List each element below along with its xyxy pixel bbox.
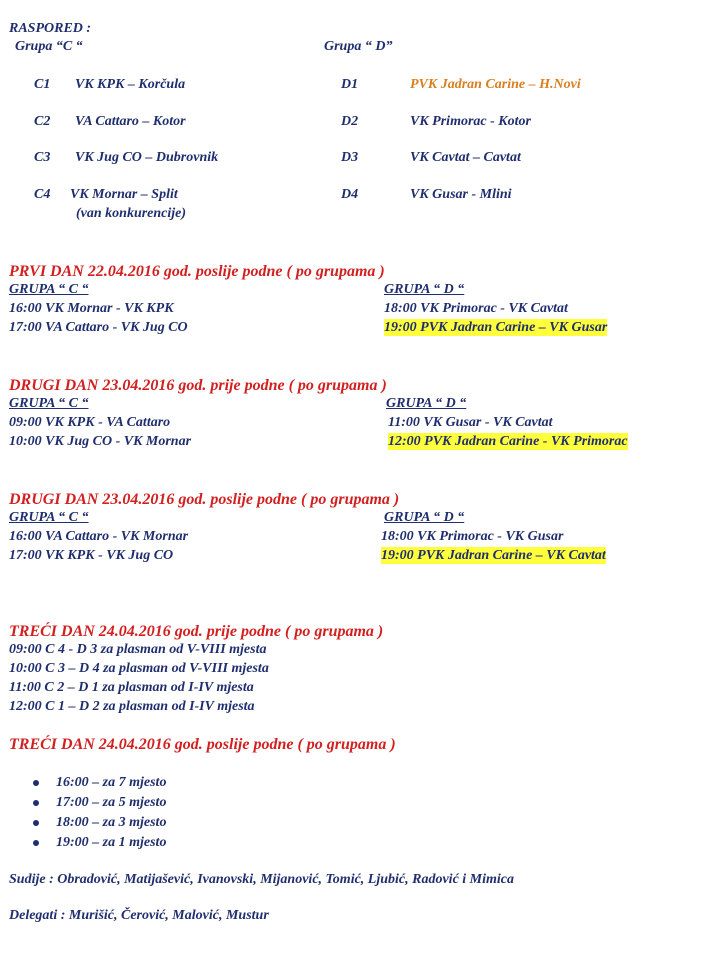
group-d-team: VK Primorac - Kotor [410,114,531,129]
bullet-icon [33,820,39,826]
day2pm-group-d-label: GRUPA “ D “ [384,510,465,525]
group-c-team: VA Cattaro – Kotor [75,114,186,129]
group-d-label: Grupa “ D” [324,39,393,54]
group-c-team: VK Jug CO – Dubrovnik [75,150,219,165]
final-item: 17:00 – za 5 mjesto [56,795,167,810]
placement-match: 12:00 C 1 – D 2 za plasman od I-IV mjesta [9,699,255,714]
match: 18:00 VK Primorac - VK Cavtat [384,301,568,316]
group-c-code: C4 [34,187,51,202]
delegates-line: Delegati : Murišić, Čerović, Malović, Mustur [9,908,269,923]
match-highlighted: 12:00 PVK Jadran Carine - VK Primorac [388,434,628,449]
placement-match: 10:00 C 3 – D 4 za plasman od V-VIII mjesta [9,661,269,676]
final-item: 18:00 – za 3 mjesto [56,815,167,830]
match: 17:00 VA Cattaro - VK Jug CO [9,320,188,335]
group-c-label: Grupa “C “ [15,39,83,54]
placement-match: 11:00 C 2 – D 1 za plasman od I-IV mjesta [9,680,254,695]
day2pm-group-c-label: GRUPA “ C “ [9,510,89,525]
final-item: 19:00 – za 1 mjesto [56,835,167,850]
day1-group-c-label: GRUPA “ C “ [9,282,89,297]
group-d-team-host: PVK Jadran Carine – H.Novi [410,77,581,92]
group-d-code: D2 [341,114,359,129]
group-d-code: D4 [341,187,359,202]
group-d-team: VK Cavtat – Cavtat [410,150,521,165]
final-item: 16:00 – za 7 mjesto [56,775,167,790]
placement-match: 09:00 C 4 - D 3 za plasman od V-VIII mjesta [9,642,267,657]
bullet-icon [33,800,39,806]
day2am-heading: DRUGI DAN 23.04.2016 god. prije podne ( po grupama ) [9,377,387,394]
group-d-team: VK Gusar - Mlini [410,187,512,202]
group-d-code: D3 [341,150,359,165]
day3am-heading: TREĆI DAN 24.04.2016 god. prije podne ( po grupama ) [9,623,384,640]
day1-heading: PRVI DAN 22.04.2016 god. poslije podne ( po grupama ) [9,263,385,280]
group-c-team: VK KPK – Korčula [75,77,186,92]
match: 16:00 VK Mornar - VK KPK [9,301,174,316]
day2am-group-c-label: GRUPA “ C “ [9,396,89,411]
bullet-icon [33,780,39,786]
group-c-team: VK Mornar – Split [70,187,178,202]
page-title: RASPORED : [9,21,92,36]
match: 17:00 VK KPK - VK Jug CO [9,548,174,563]
match-highlighted: 19:00 PVK Jadran Carine – VK Cavtat [381,548,606,563]
bullet-icon [33,840,39,846]
day2pm-heading: DRUGI DAN 23.04.2016 god. poslije podne ( po grupama ) [9,491,400,508]
match: 18:00 VK Primorac - VK Gusar [381,529,564,544]
day3pm-heading: TREĆI DAN 24.04.2016 god. poslije podne ( po grupama ) [9,736,396,753]
match: 10:00 VK Jug CO - VK Mornar [9,434,192,449]
day1-group-d-label: GRUPA “ D “ [384,282,465,297]
group-c-team-note: (van konkurencije) [76,206,187,221]
group-c-code: C3 [34,150,51,165]
match: 11:00 VK Gusar - VK Cavtat [388,415,553,430]
group-c-code: C2 [34,114,51,129]
judges-line: Sudije : Obradović, Matijašević, Ivanovski, Mijanović, Tomić, Ljubić, Radović i Mimica [9,872,514,887]
match: 09:00 VK KPK - VA Cattaro [9,415,171,430]
match-highlighted: 19:00 PVK Jadran Carine – VK Gusar [384,320,608,335]
group-c-code: C1 [34,77,51,92]
group-d-code: D1 [341,77,359,92]
match: 16:00 VA Cattaro - VK Mornar [9,529,189,544]
day2am-group-d-label: GRUPA “ D “ [386,396,467,411]
